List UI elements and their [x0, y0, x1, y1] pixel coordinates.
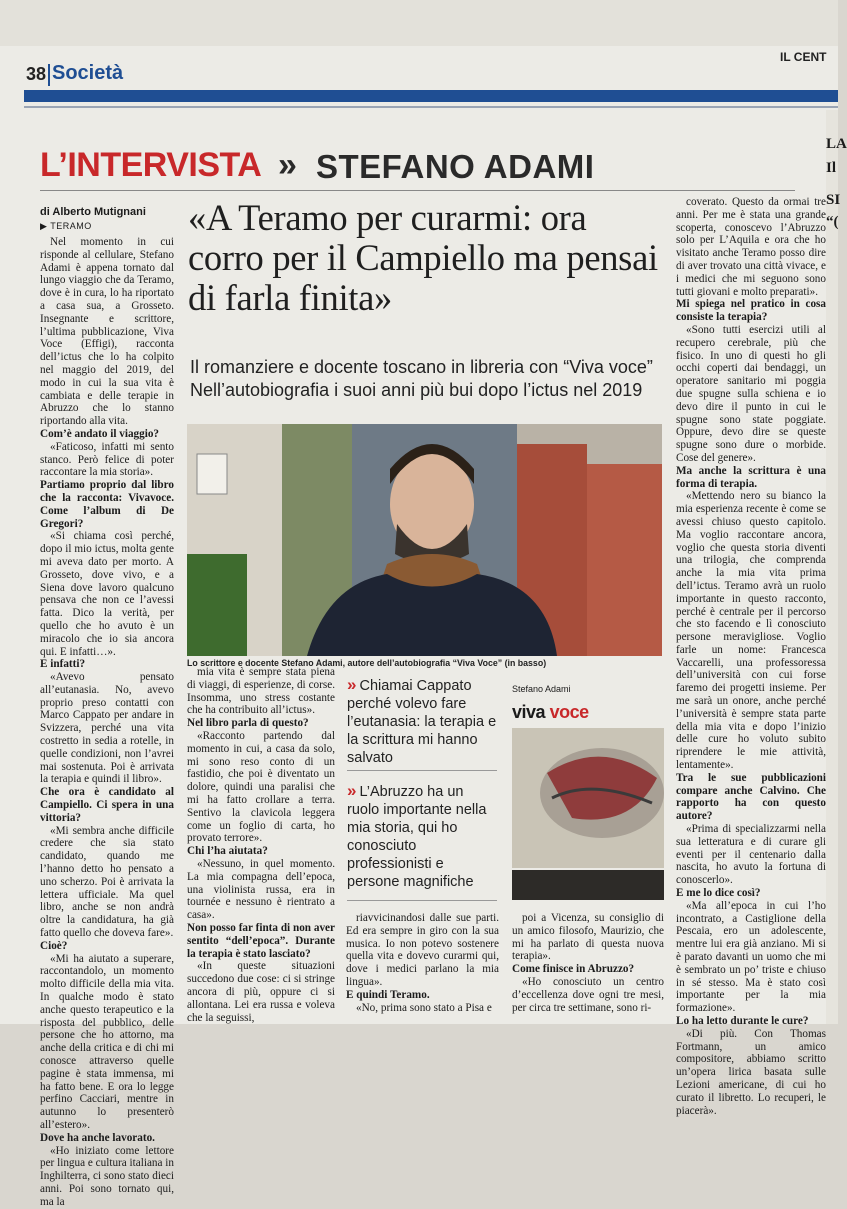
adjacent-text-2: Il	[826, 160, 837, 176]
kicker-label: L’INTERVISTA	[40, 146, 262, 184]
page-number: 38	[26, 64, 47, 84]
kicker-arrow: »	[278, 146, 297, 184]
article-paragraph: «Ho conosciuto un centro d’eccellenza dove ogni tre mesi, per circa tre settimane, sono ri-	[512, 975, 664, 1014]
pull-quote-arrow-icon: »	[347, 781, 357, 800]
section-divider	[48, 64, 50, 86]
section-title: Società	[52, 62, 124, 84]
kicker-rule	[40, 190, 795, 191]
pull-quote-1	[347, 676, 499, 767]
header-rule	[24, 90, 838, 102]
article-paragraph: riavvicinandosi dalle sue parti. Ed era sempre in giro con la sua musica. Io non potevo sostenere quella vita e dovevo curarmi qui, dove i medici parlano la mia lingua».	[346, 912, 499, 988]
article-paragraph: coverato. Questo da ormai tre anni. Per me è stata una grande scoperta, conoscevo l’Abruzzo solo per L’Aquila e ora che ho visitato anche Teramo posso dire di aver trovato una città vivace, e i medici che mi seguono sono tutti giovani e molto preparati».	[676, 196, 826, 298]
article-paragraph: «Ma all’epoca in cui l’ho incontrato, a Castiglione della Pescaia, ero un adolescente, mentre lui era già anziano. Mi si è parato davanti un uomo che mi è sembrato un po’ triste e chiuso in sé stesso. Ma è stato così importante per la mia formazione».	[676, 899, 826, 1015]
interview-question: Dove ha anche lavorato.	[40, 1131, 155, 1144]
article-column-5	[676, 196, 826, 1117]
article-paragraph: «Mi ha aiutato a superare, raccontandolo, un momento molto difficile della mia vita. In qualche modo è stato anche questo terapeutico e la risposta del pubblico, delle persone che ho attorno, ma anche della critica e di chi mi conosce attraverso quelle pagine è stata immensa, mi ha fatto bene. E ora lo legge perfino Cacciari, mentre in autunno lo presenterò all’estero».	[40, 952, 174, 1131]
interview-question: Non posso far finta di non aver sentito “dell’epoca”. Durante la terapia è stato lasciato?	[187, 921, 335, 960]
next-page-header: IL CENT	[780, 50, 827, 64]
top-margin	[0, 0, 838, 46]
book-title-word-2: voce	[549, 702, 589, 722]
article-paragraph: «Avevo pensato all’eutanasia. No, avevo proprio preso contatti con Marco Cappato per andare in Svizzera, perché una vita costretto in sedia a rotelle, in quelle condizioni, non l’avrei mai sostenuta. Poi è arrivata la terapia e quindi il libro».	[40, 671, 174, 786]
adjacent-text-1: LA	[826, 136, 847, 152]
book-author: Stefano Adami	[512, 684, 571, 694]
interview-question: Ma anche la scrittura è una forma di terapia.	[676, 464, 826, 490]
article-paragraph: «Ho iniziato come lettore per lingua e cultura italiana in Inghilterra, ci sono stato dieci anni. Poi sono tornato qui, ma la	[40, 1144, 174, 1208]
article-paragraph: Nel momento in cui risponde al cellulare, Stefano Adami è appena tornato dal lungo viaggio che da Teramo, dove è in cura, lo ha riportato a casa sua, a Grosseto. Insegnante e scrittore, l’ultima pubblicazione, Viva Voce (Effigi), racconta dell’ictus che lo ha colpito nel maggio del 2019, del modo in cui la sua vita è cambiata e delle terapie in Abruzzo che lo stanno riportando alla vita.	[40, 236, 174, 428]
byline-city-text: TERAMO	[50, 221, 92, 231]
interview-question: Cioè?	[40, 939, 68, 952]
pull-quote-1-text: Chiamai Cappato perché volevo fare l’eutanasia: la terapia e la scrittura mi hanno salvato	[347, 678, 497, 766]
pull-quote-divider	[347, 770, 497, 771]
adjacent-text-3: SI	[826, 192, 841, 208]
interview-question: E quindi Teramo.	[346, 988, 430, 1001]
article-paragraph: mia vita è sempre stata piena di viaggi, di esperienze, di corse. Insomma, uno stress costante che ha contribuito all’ictus».	[187, 666, 335, 717]
subheadline	[190, 356, 670, 402]
pull-quote-2-text: L’Abruzzo ha un ruolo importante nella mia storia, qui ho conosciuto professionisti e persone magnifiche	[347, 784, 487, 890]
subheadline-line-2: Nell’autobiografia i suoi anni più bui dopo l’ictus nel 2019	[190, 380, 643, 400]
book-title-word-1: viva	[512, 702, 546, 722]
book-title	[512, 702, 589, 723]
interview-question: E me lo dice così?	[676, 887, 761, 900]
article-paragraph: «Si chiama così perché, dopo il mio ictus, molta gente mi aveva dato per morto. A Grosseto, dove vivo, e a Siena dove lavoro qualcuno pensava che non ce l’avessi fatta. Dico la verità, per quello che ho avuto è un miracolo che io sia ancora qui. E infatti…».	[40, 530, 174, 658]
interview-question: Com’è andato il viaggio?	[40, 427, 160, 440]
article-paragraph: «In queste situazioni succedono due cose: ci si stringe ancora di più, oppure ci si allontana. Lei era russa e voleva che la seguissi,	[187, 960, 335, 1024]
article-paragraph: «Di più. Con Thomas Fortmann, un amico compositore, abbiamo scritto un’opera lirica basata sulle Lezioni americane, di cui ho curato il libretto. Lo recuperi, le piacerà».	[676, 1027, 826, 1117]
interview-question: Come finisce in Abruzzo?	[512, 963, 635, 976]
interview-question: Che ora è candidato al Campiello. Ci spera in una vittoria?	[40, 786, 174, 824]
interview-question: Partiamo proprio dal libro che la racconta: Vivavoce. Come l’album di De Gregori?	[40, 479, 174, 530]
article-column-1	[40, 236, 174, 1209]
header-rule-thin	[24, 106, 838, 108]
subheadline-line-1: Il romanziere e docente toscano in libreria con “Viva voce”	[190, 357, 653, 377]
kicker-name: STEFANO ADAMI	[316, 148, 595, 185]
pull-quote-2	[347, 782, 499, 891]
interview-question: Nel libro parla di questo?	[187, 717, 309, 730]
article-paragraph: «Prima di specializzarmi nella sua letteratura e di curare gli eventi per il centenario dalla nascita, ho avuto la fortuna di conoscerlo».	[676, 823, 826, 887]
photo-caption: Lo scrittore e docente Stefano Adami, autore dell’autobiografia “Viva Voce” (in basso)	[187, 658, 547, 668]
article-column-3	[346, 912, 499, 1014]
article-paragraph: «Mi sembra anche difficile credere che sia stato candidato, quando me l’hanno detto ho pensato a uno scherzo. Poi è arrivata la lettera ufficiale. Ma quel libro, anche se non andrà oltre la candidatura, ha già fatto quello che doveva fare».	[40, 824, 174, 940]
article-paragraph: «No, prima sono stato a Pisa e	[356, 1001, 492, 1014]
pull-quote-divider	[347, 900, 497, 901]
interview-question: Chi l’ha aiutata?	[187, 845, 268, 858]
article-paragraph: «Sono tutti esercizi utili al recupero cerebrale, più che fisico. In uno di questi ho gli occhi coperti dai bendaggi, un operatore sanitario mi poggia due spugne sulla schiena e io devo dire il punto in cui le spugne sono state poggiate. Oppure, devo dire se queste spugne sono dure o morbide. Cose del genere».	[676, 323, 826, 464]
photo-illustration	[187, 424, 662, 656]
headline: «A Teramo per curarmi: ora corro per il Campiello ma pensai di farla finita»	[188, 197, 658, 318]
byline-city: ▶ TERAMO	[40, 221, 92, 231]
interview-question: Mi spiega nel pratico in cosa consiste la terapia?	[676, 298, 826, 324]
article-paragraph: «Racconto partendo dal momento in cui, a casa da solo, mi sono reso conto di un fastidio, che poi è diventato un dolore, quindi una paralisi che mi ha fatto crollare a terra. Sentivo la clavicola leggera come un foglio di carta, ho provato terrore».	[187, 729, 335, 845]
byline-author: di Alberto Mutignani	[40, 206, 146, 218]
article-column-2	[187, 666, 335, 1024]
adjacent-text-4: “(	[826, 214, 839, 230]
interview-question: Lo ha letto durante le cure?	[676, 1015, 809, 1027]
article-column-4	[512, 912, 664, 1014]
article-paragraph: «Nessuno, in quel momento. La mia compagna dell’epoca, una violinista russa, era in tournée e nessuno è rientrato a casa».	[187, 857, 335, 922]
interview-question: Tra le sue pubblicazioni compare anche Calvino. Che rapporto ha con questo autore?	[676, 771, 826, 823]
interview-question: E infatti?	[40, 658, 86, 671]
pull-quote-arrow-icon: »	[347, 675, 357, 694]
adjacent-page-edge	[826, 110, 841, 1024]
article-paragraph: «Faticoso, infatti mi sento stanco. Però felice di poter raccontare la mia storia».	[40, 440, 174, 479]
author-photo	[187, 424, 662, 656]
article-paragraph: poi a Vicenza, su consiglio di un amico filosofo, Maurizio, che mi ha parlato di questa nuova terapia».	[512, 912, 664, 963]
article-paragraph: «Mettendo nero su bianco la mia esperienza recente è come se avessi chiuso questo capitolo. Ma voglio raccontare ancora, voglio che questa storia diventi una trilogia, che comprenda anche la mia vita prima dell’ictus. Teramo avrà un ruolo importante in questo racconto, perché è centrale per il percorso che sto facendo e lì conosciuto persone meravigliose. Voglio farle un nome: Francesca Vaccarelli, una professoressa dell’università con cui forse faremo dei progetti insieme. Per me sarà un onore, anche perché l’università è sempre stata parte della mia vita e dopo l’inizio delle cure ho voluto subito riprendere le mie attività, lentamente».	[676, 490, 826, 772]
